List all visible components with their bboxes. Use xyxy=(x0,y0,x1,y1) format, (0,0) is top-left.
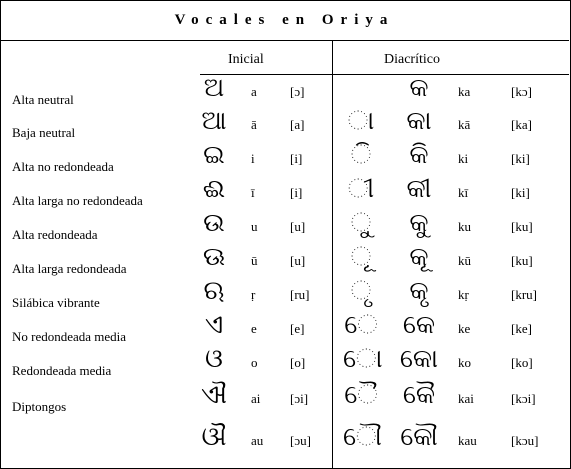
header-diacritic: Diacrítico xyxy=(384,52,440,67)
ka-ipa-transcription: [ki] xyxy=(511,151,530,166)
ka-syllable-glyph: କୋ xyxy=(399,344,439,374)
ka-latin-transliteration: kā xyxy=(458,117,471,132)
ipa-transcription: [ɔ] xyxy=(290,84,305,99)
row-name: Silábica vibrante xyxy=(12,295,100,310)
initial-vowel-glyph: ଊ xyxy=(202,242,226,272)
title-text: Vocales en Oriya xyxy=(174,11,395,28)
ka-latin-transliteration: kī xyxy=(458,185,469,200)
ipa-transcription: [ɔi] xyxy=(290,391,309,406)
ipa-transcription: [ru] xyxy=(290,287,310,302)
ka-latin-transliteration: kau xyxy=(458,433,477,448)
ka-ipa-transcription: [ka] xyxy=(511,117,532,132)
ka-latin-transliteration: kū xyxy=(458,253,471,268)
ka-syllable-glyph: କେ xyxy=(402,310,436,340)
row-name: Diptongos xyxy=(12,399,67,414)
ka-ipa-transcription: [ku] xyxy=(511,253,533,268)
ka-ipa-transcription: [kru] xyxy=(511,287,537,302)
ka-ipa-transcription: [ko] xyxy=(511,355,533,370)
row-name: Alta no redondeada xyxy=(12,159,114,174)
row-name: Redondeada media xyxy=(12,363,112,378)
ka-ipa-transcription: [kɔu] xyxy=(511,433,539,448)
ipa-transcription: [i] xyxy=(290,185,303,200)
ka-latin-transliteration: ki xyxy=(458,151,469,166)
ka-ipa-transcription: [ki] xyxy=(511,185,530,200)
header-initial: Inicial xyxy=(228,52,264,67)
ka-ipa-transcription: [ke] xyxy=(511,321,532,336)
row-name: No redondeada media xyxy=(12,329,127,344)
ka-syllable-glyph: କୈ xyxy=(402,380,436,410)
initial-vowel-glyph: ଉ xyxy=(203,208,225,238)
ka-syllable-glyph: କୌ xyxy=(400,422,438,452)
initial-vowel-glyph: ଇ xyxy=(203,140,225,170)
latin-transliteration: ṛ xyxy=(251,287,256,302)
ipa-transcription: [ɔu] xyxy=(290,433,311,448)
initial-vowel-glyph: ଅ xyxy=(203,73,225,103)
diacritic-sign-glyph: େ xyxy=(344,310,378,340)
latin-transliteration: u xyxy=(251,219,258,234)
diacritic-sign-glyph: ୋ xyxy=(343,344,383,374)
ka-syllable-glyph: କୀ xyxy=(406,174,432,204)
diacritic-sign-glyph: ୌ xyxy=(343,422,382,452)
initial-vowel-glyph: ଔ xyxy=(201,422,227,452)
diacritic-sign-glyph: ୈ xyxy=(344,380,378,410)
ka-syllable-glyph: କୁ xyxy=(409,208,429,238)
row-name: Alta redondeada xyxy=(12,227,98,242)
ka-syllable-glyph: କ xyxy=(409,73,429,103)
latin-transliteration: ī xyxy=(251,185,255,200)
column-divider xyxy=(332,41,333,469)
ipa-transcription: [u] xyxy=(290,253,306,268)
row-name: Alta neutral xyxy=(12,92,74,107)
diacritic-sign-glyph: ୂ xyxy=(350,242,372,272)
row-name: Alta larga no redondeada xyxy=(12,193,143,208)
diacritic-sign-glyph: ୀ xyxy=(347,174,375,204)
ka-latin-transliteration: kṛ xyxy=(458,287,469,302)
initial-vowel-glyph: ଓ xyxy=(205,344,223,374)
latin-transliteration: ā xyxy=(251,117,257,132)
ipa-transcription: [o] xyxy=(290,355,306,370)
initial-vowel-glyph: ଐ xyxy=(200,380,227,410)
ka-syllable-glyph: କି xyxy=(409,140,429,170)
ka-syllable-glyph: କୃ xyxy=(409,276,429,306)
ka-ipa-transcription: [kɔi] xyxy=(511,391,536,406)
latin-transliteration: ai xyxy=(251,391,261,406)
diacritic-sign-glyph: ି xyxy=(350,140,372,170)
initial-vowel-glyph: ଈ xyxy=(202,174,226,204)
diacritic-sign-glyph: ୁ xyxy=(350,208,372,238)
ipa-transcription: [e] xyxy=(290,321,305,336)
row-name: Baja neutral xyxy=(12,125,76,140)
table-title xyxy=(0,0,569,41)
ka-latin-transliteration: ku xyxy=(458,219,471,234)
ka-ipa-transcription: [ku] xyxy=(511,219,533,234)
latin-transliteration: e xyxy=(251,321,257,336)
latin-transliteration: o xyxy=(251,355,258,370)
ipa-transcription: [i] xyxy=(290,151,303,166)
ka-ipa-transcription: [kɔ] xyxy=(511,84,532,99)
latin-transliteration: au xyxy=(251,433,264,448)
initial-vowel-glyph: ଆ xyxy=(201,106,227,136)
initial-vowel-glyph: ଋ xyxy=(203,276,225,306)
ipa-transcription: [a] xyxy=(290,117,305,132)
ka-latin-transliteration: ka xyxy=(458,84,471,99)
diacritic-sign-glyph: ୃ xyxy=(350,276,372,306)
ipa-transcription: [u] xyxy=(290,219,306,234)
ka-latin-transliteration: ke xyxy=(458,321,471,336)
diacritic-sign-glyph: ା xyxy=(347,106,375,136)
latin-transliteration: i xyxy=(251,151,255,166)
ka-syllable-glyph: କା xyxy=(406,106,432,136)
ka-latin-transliteration: ko xyxy=(458,355,471,370)
latin-transliteration: ū xyxy=(251,253,258,268)
ka-latin-transliteration: kai xyxy=(458,391,474,406)
latin-transliteration: a xyxy=(251,84,257,99)
initial-vowel-glyph: ଏ xyxy=(204,310,224,340)
row-name: Alta larga redondeada xyxy=(12,261,127,276)
ka-syllable-glyph: କୂ xyxy=(409,242,429,272)
header-underline-diacritic xyxy=(333,74,569,75)
